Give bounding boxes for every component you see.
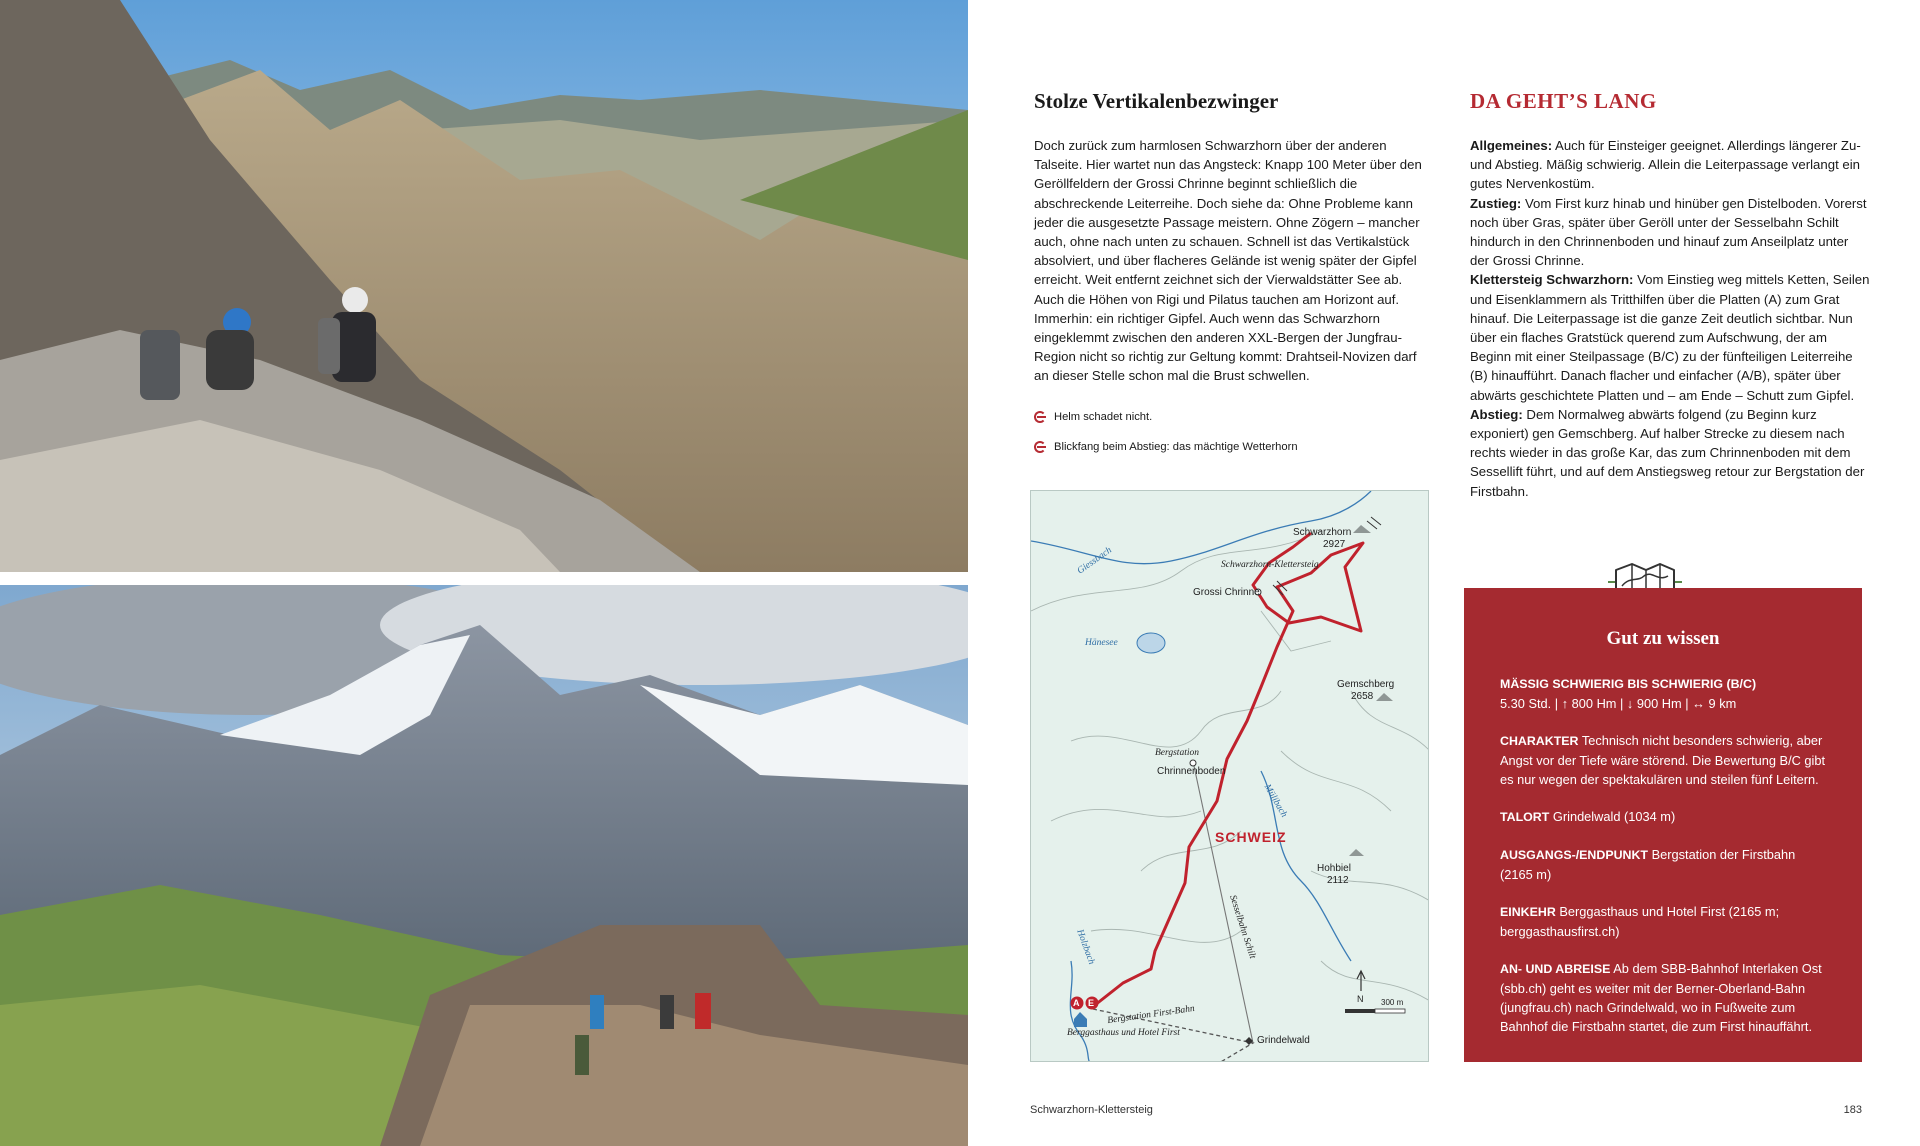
info-box-body [1500, 674, 1830, 1054]
map-label-sesselbahn: Sesselbahn Schilt [1227, 893, 1258, 961]
route-section [1470, 270, 1870, 404]
route-description-column [1470, 88, 1870, 501]
route-section [1470, 136, 1870, 194]
map-label-schweiz: SCHWEIZ [1215, 829, 1287, 845]
route-section-text: Dem Normalweg abwärts folgend (zu Beginn kurz exponiert) gen Gemschberg. Auf halber Strecke zu diesem nach rechts wieder in das große Kar, das zum Chrinnenboden mit dem Sessellift führt, und auf dem Anstiegsweg retour zur Bergstation der Firstbahn. [1470, 406, 1865, 499]
caption-arrow-icon [1034, 411, 1046, 423]
info-key: AUSGANGS-/ENDPUNKT [1500, 848, 1649, 862]
route-section-text: Vom Einstieg weg mittels Ketten, Seilen und Eisenklammern als Tritthilfen über die Platten (A) zum Grat hinauf. Die Leiterpassage ist die ganze Zeit deutlich sichtbar. Nun über ein flaches Gratstück querend zum Aufschwung, der am Beginn mit einer Steilpassage (B/C) zu der fünfteiligen Leiterreihe (B) hinaufführt. Danach flacher und einfacher (A/B), später über abwärts geschichtete Platten und – am Ende – Schutt zum Gipfel. [1470, 272, 1870, 403]
map-label-grossi-chrinne: Grossi Chrinne [1193, 587, 1260, 598]
arrow-both-icon: ↔ [1692, 696, 1705, 711]
stat-divider: | [1620, 696, 1627, 711]
map-label-gemschberg-altitude: 2658 [1351, 691, 1374, 702]
route-heading: DA GEHT’S LANG [1470, 89, 1657, 113]
route-map [1030, 490, 1429, 1062]
caption-text: Blickfang beim Abstieg: das mächtige Wetterhorn [1054, 441, 1298, 453]
difficulty-block [1500, 674, 1830, 713]
map-marker-e: E [1088, 998, 1095, 1008]
info-value: Grindelwald (1034 m) [1552, 809, 1676, 824]
map-label-chrinnenboden: Chrinnenboden [1157, 766, 1226, 777]
info-value: Berggasthaus und Hotel First (2165 m; berggasthausfirst.ch) [1500, 904, 1780, 939]
caption-text: Helm schadet nicht. [1054, 411, 1153, 423]
difficulty-rating: MÄSSIG SCHWIERIG BIS SCHWIERIG (B/C) [1500, 677, 1757, 691]
caption-arrow-icon [1034, 441, 1046, 453]
section-heading: Stolze Vertikalenbezwinger [1034, 89, 1279, 113]
route-section-text: Vom First kurz hinab und hinüber gen Distelboden. Vorerst noch über Gras, später über Geröll unter der Sesselbahn Schilt hindurch in den Chrinnenboden und hinauf zum Anseilplatz unter der Grossi Chrinne. [1470, 195, 1867, 269]
map-marker-a: A [1073, 998, 1080, 1008]
info-item [1500, 731, 1830, 789]
info-value: Technisch nicht besonders schwierig, aber Angst vor der Tiefe wäre störend. Die Bewertung B/C gibt es nur wegen der spektakulären und steilen fünf Leitern. [1500, 733, 1826, 787]
photo-wetterhorn-view [0, 585, 968, 1146]
map-label-haenesee: Hänesee [1085, 638, 1118, 648]
caption-item [1034, 409, 1434, 425]
photo-wetterhorn-view-image [0, 585, 968, 1146]
page-number: 183 [1843, 1104, 1862, 1116]
map-label-hohbiel: Hohbiel [1317, 863, 1351, 874]
info-item [1500, 807, 1830, 827]
info-key: EINKEHR [1500, 905, 1556, 919]
info-item [1500, 959, 1830, 1036]
info-value: Ab dem SBB-Bahnhof Interlaken Ost (sbb.ch) geht es weiter mit der Berner-Oberland-Bahn (jungfrau.ch) nach Grindelwald, wo in Fußweite zum Bahnhof die Firstbahn startet, die zum First hinauffährt. [1500, 961, 1822, 1034]
route-map-drawing [1031, 491, 1429, 1062]
route-section-lead: Zustieg: [1470, 195, 1522, 211]
main-text-body [1034, 136, 1434, 386]
info-box-title: Gut zu wissen [1606, 628, 1720, 649]
info-value: Bergstation der Firstbahn (2165 m) [1500, 847, 1796, 882]
running-footer-title: Schwarzhorn-Klettersteig [1030, 1104, 1153, 1116]
photo-climbers-ridge [0, 0, 968, 572]
route-section-lead: Abstieg: [1470, 406, 1523, 422]
map-label-holzbach: Holzbach [1074, 928, 1097, 966]
arrow-up-icon: ↑ [1561, 696, 1569, 711]
paragraph: Doch zurück zum harmlosen Schwarzhorn über der anderen Talseite. Hier wartet nun das Angsteck: Knapp 100 Meter über den Geröllfeldern der Grossi Chrinne beginnt schließlich die abschreckende Leiterreihe. Doch siehe da: Ohne Probleme kann jeder die ausgesetzte Passage meistern. Ohne Zögern – mancher auch, ohne nach unten zu schauen. Schnell ist das Vertikalstück absolviert, und über flacheres Gelände ist wenig später der Gipfel erreicht. Weit entfernt zeichnet sich der Vierwaldstätter See ab. Auch die Höhen von Rigi und Pilatus tauchen am Horizont auf. [1034, 138, 1422, 307]
paragraph: Immerhin: ein richtiger Gipfel. Auch wenn das Schwarzhorn eingeklemmt zwischen den anderen XXL-Bergen der Jungfrau-Region nicht so richtig zur Geltung kommt: Drahtseil-Novizen darf an dieser Stelle schon mal die Brust schwellen. [1034, 310, 1417, 384]
map-label-bergstation: Bergstation [1155, 748, 1199, 758]
info-item [1500, 902, 1830, 941]
map-label-klettersteig: Schwarzhorn-Klettersteig [1221, 560, 1319, 570]
info-key: CHARAKTER [1500, 734, 1579, 748]
stat-time: 5.30 Std. [1500, 696, 1552, 711]
arrow-down-icon: ↓ [1626, 696, 1634, 711]
map-label-muelibach: Mülibach [1261, 782, 1289, 820]
map-north-label: N [1357, 994, 1364, 1004]
photo-captions [1034, 409, 1434, 469]
route-section-text: Auch für Einsteiger geeignet. Allerdings längerer Zu- und Abstieg. Mäßig schwierig. Allein die Leiterpassage verlangt ein gutes Nervenkostüm. [1470, 138, 1861, 192]
map-scale-label: 300 m [1381, 998, 1404, 1007]
route-description-body [1470, 136, 1870, 501]
map-label-schwarzhorn: Schwarzhorn [1293, 527, 1352, 538]
caption-item [1034, 439, 1434, 455]
map-label-schwarzhorn-altitude: 2927 [1323, 539, 1346, 550]
map-label-grindelwald: Grindelwald [1257, 1035, 1310, 1046]
map-label-bergstation-first: Bergstation First-Bahn [1106, 1003, 1196, 1027]
map-label-gemschberg: Gemschberg [1337, 679, 1395, 690]
main-text-column [1034, 88, 1434, 386]
stat-descent: 900 Hm [1636, 696, 1682, 711]
route-section-lead: Klettersteig Schwarzhorn: [1470, 272, 1634, 288]
stat-divider: | [1685, 696, 1693, 711]
route-section-lead: Allgemeines: [1470, 138, 1553, 153]
stat-distance: 9 km [1708, 696, 1737, 711]
map-label-giessbach: Giessbach [1075, 545, 1114, 577]
map-label-berggasthaus: Berggasthaus und Hotel First [1067, 1028, 1180, 1038]
route-section [1470, 194, 1870, 271]
photo-climbers-ridge-image [0, 0, 968, 572]
info-item [1500, 845, 1830, 884]
info-key: AN- UND ABREISE [1500, 962, 1611, 976]
info-key: TALORT [1500, 810, 1550, 824]
stat-divider: | [1554, 696, 1562, 711]
map-label-hohbiel-altitude: 2112 [1327, 875, 1349, 886]
info-box [1464, 588, 1862, 1062]
route-section [1470, 405, 1870, 501]
stat-ascent: 800 Hm [1571, 696, 1617, 711]
